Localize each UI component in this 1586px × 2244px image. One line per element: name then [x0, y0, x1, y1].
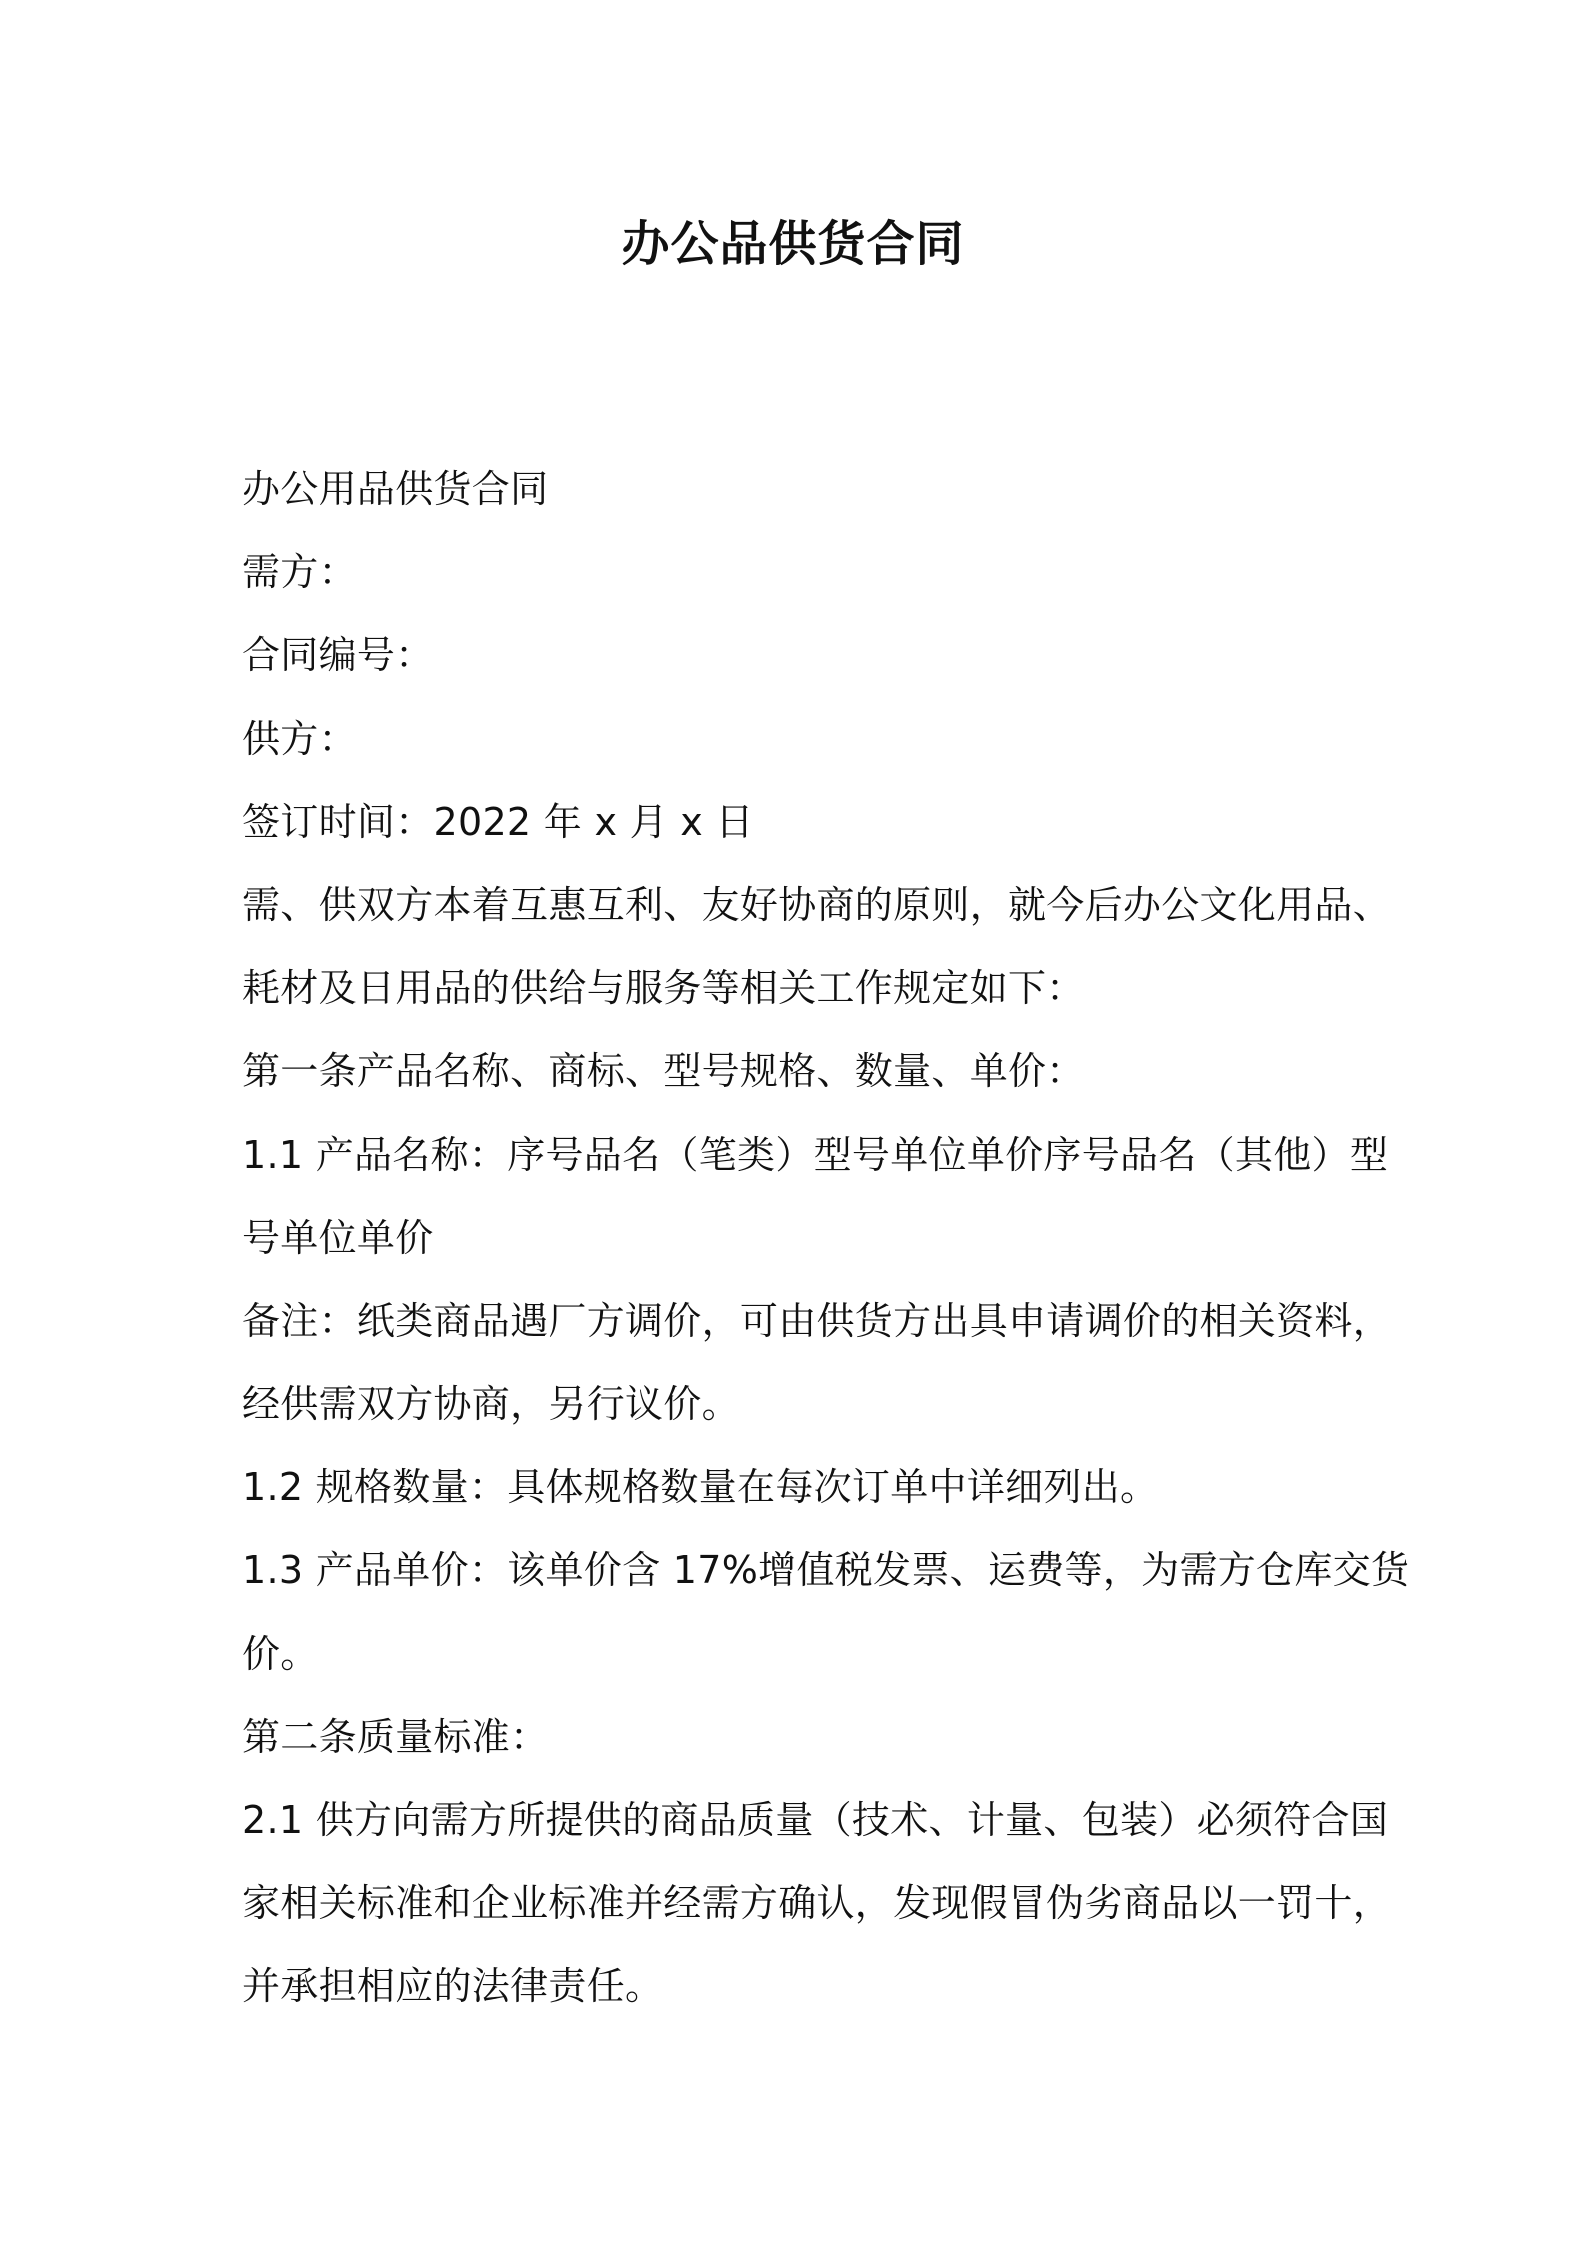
text-line: 备注：纸类商品遇厂方调价，可由供货方出具申请调价的相关资料， [242, 1298, 1392, 1343]
document-body [242, 448, 1410, 2029]
text-line: 需、供双方本着互惠互利、友好协商的原则，就今后办公文化用品、 [242, 882, 1392, 927]
text-line: 并承担相应的法律责任。 [242, 1964, 664, 2009]
text-line: 供方： [242, 716, 357, 761]
text-line: 价。 [242, 1631, 319, 1676]
text-line: 号单位单价 [242, 1215, 434, 1260]
text-line: 家相关标准和企业标准并经需方确认，发现假冒伪劣商品以一罚十， [242, 1881, 1392, 1926]
text-line: 办公用品供货合同 [242, 467, 549, 511]
text-line: 耗材及日用品的供给与服务等相关工作规定如下： [242, 966, 1085, 1011]
text-line: 1.2 规格数量：具体规格数量在每次订单中详细列出。 [242, 1465, 1159, 1510]
text-line: 签订时间：2022 年 x 月 x 日 [242, 799, 754, 844]
document-title: 办公品供货合同 [621, 216, 965, 272]
text-line: 第二条质量标准： [242, 1714, 549, 1759]
text-line: 合同编号： [242, 633, 434, 678]
text-line: 2.1 供方向需方所提供的商品质量（技术、计量、包装）必须符合国 [242, 1798, 1389, 1842]
text-line: 第一条产品名称、商标、型号规格、数量、单价： [242, 1049, 1085, 1094]
text-line: 1.3 产品单价：该单价含 17%增值税发票、运费等，为需方仓库交货 [242, 1548, 1410, 1593]
text-line: 1.1 产品名称：序号品名（笔类）型号单位单价序号品名（其他）型 [242, 1132, 1389, 1177]
text-line: 需方： [242, 550, 357, 595]
text-line: 经供需双方协商，另行议价。 [242, 1382, 740, 1427]
